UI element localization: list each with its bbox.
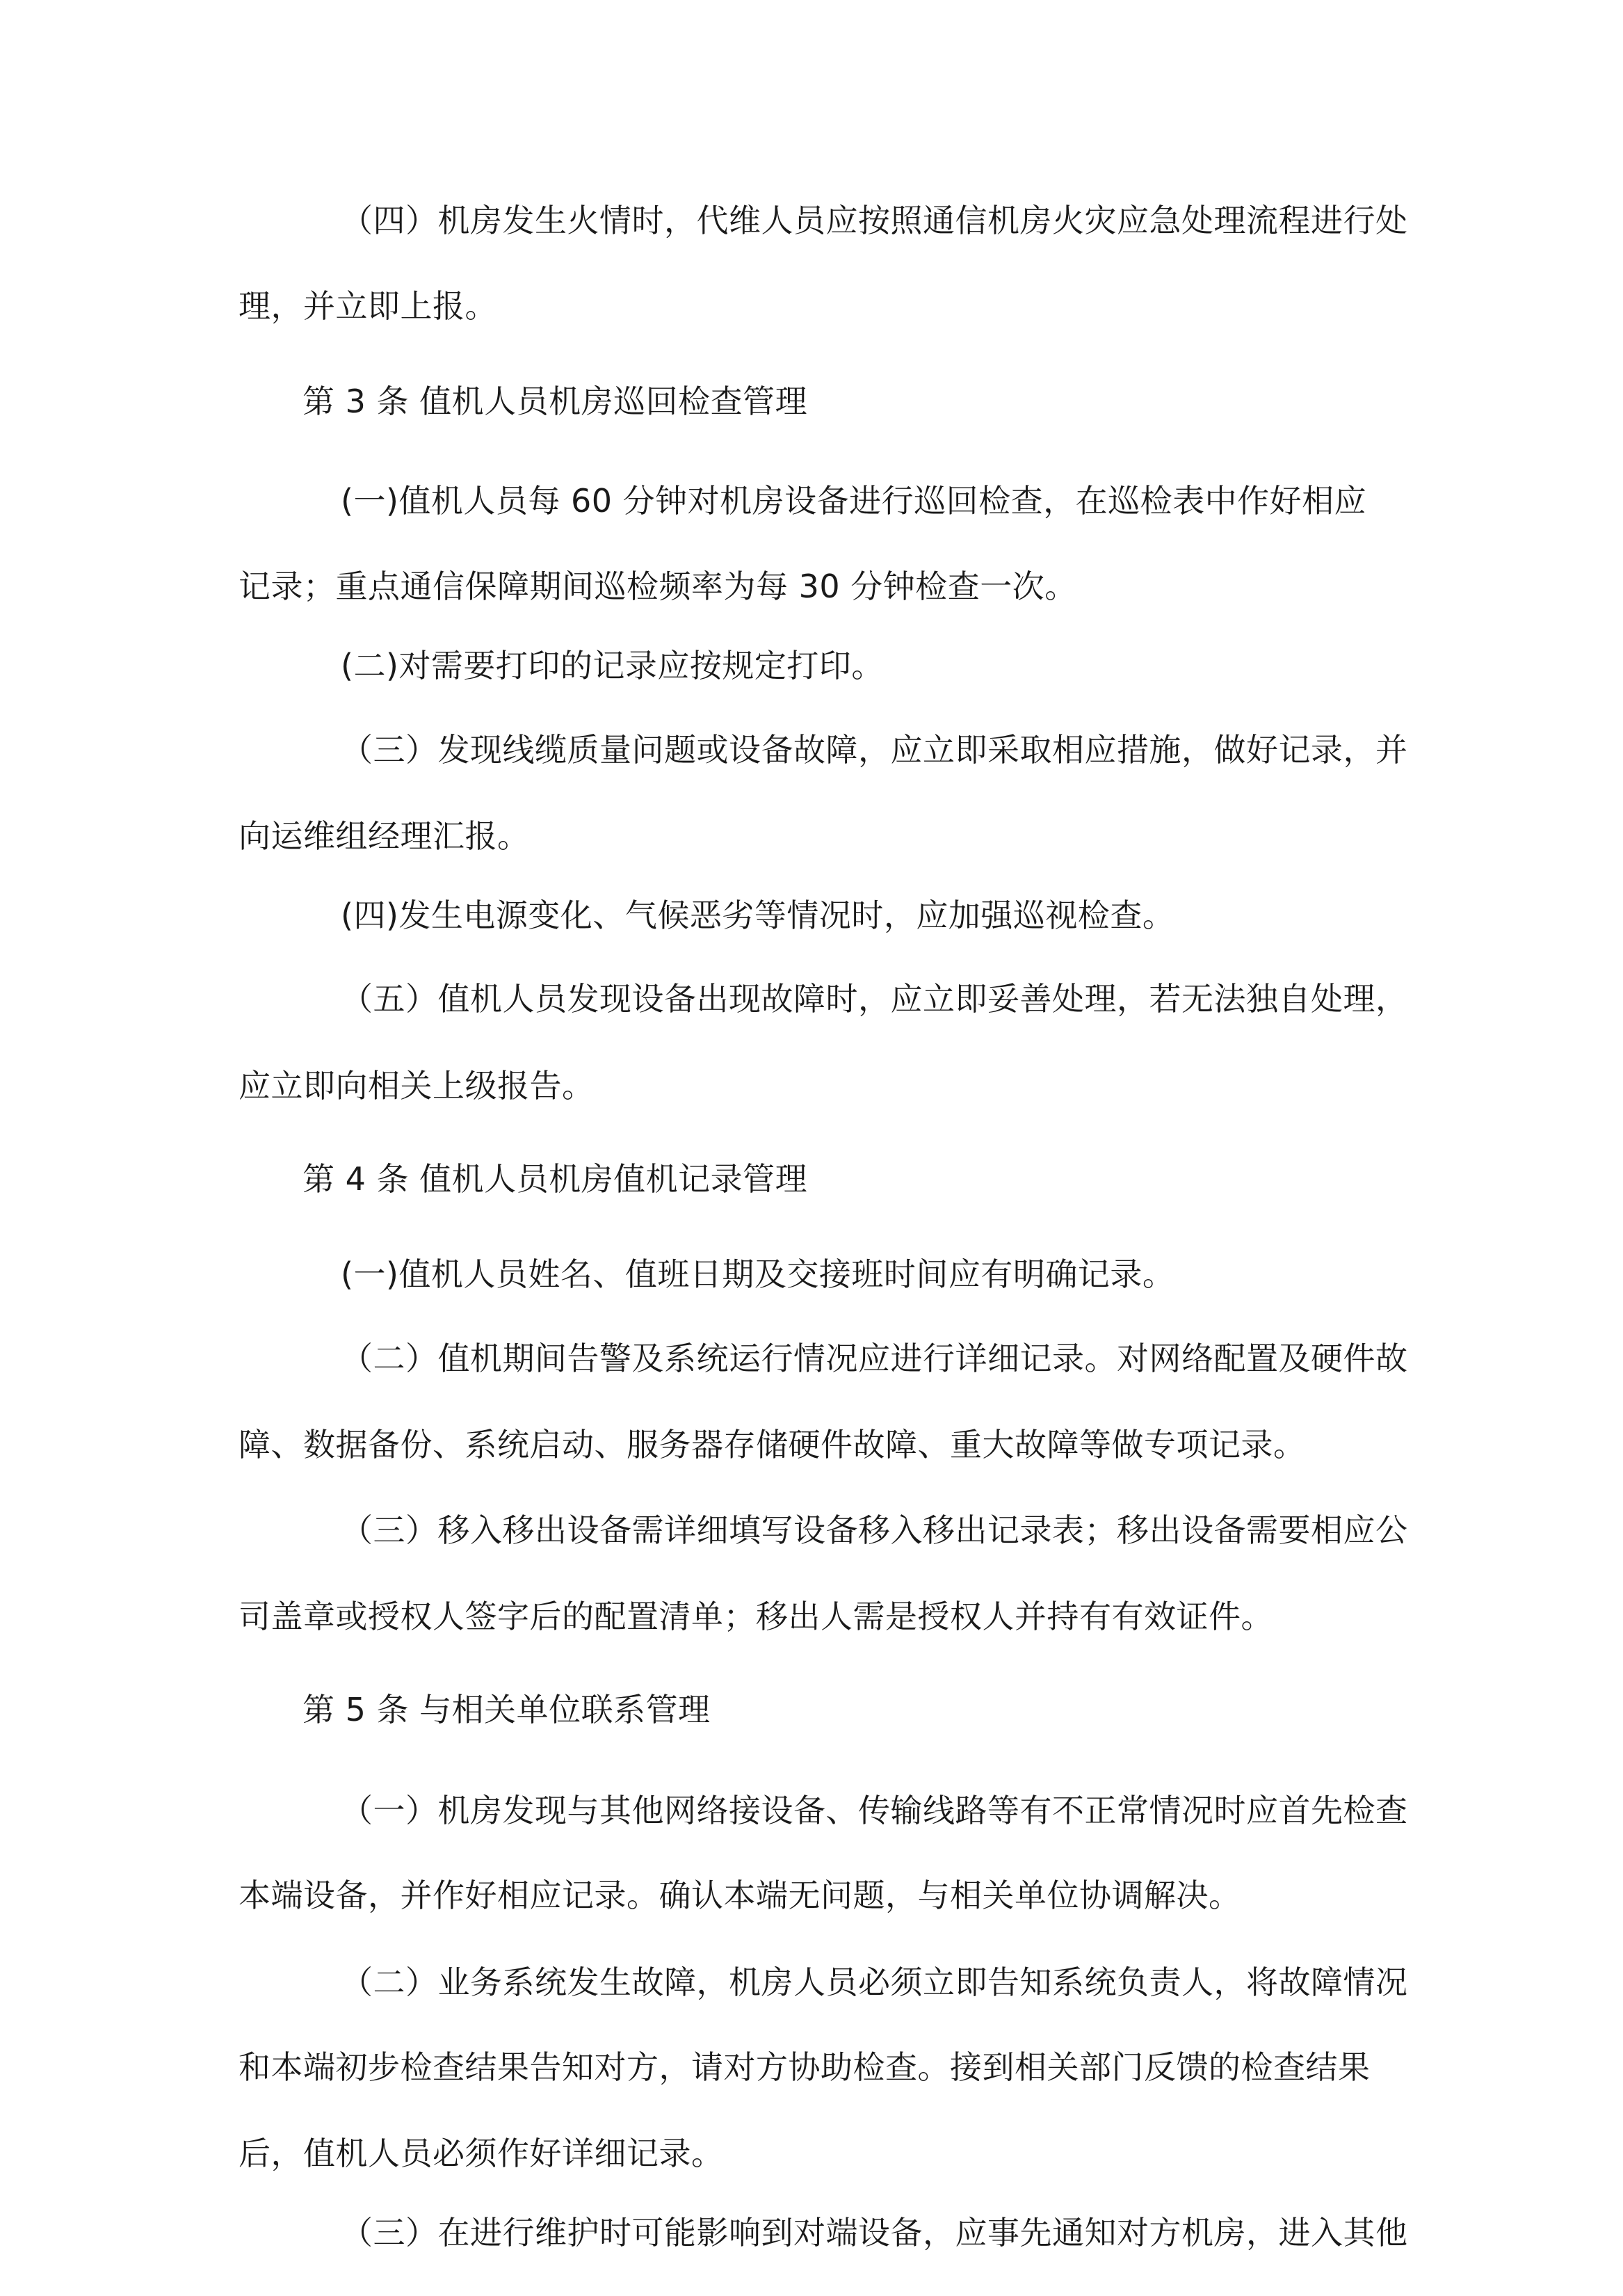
para-line: (一)值机人员每 60 分钟对机房设备进行巡回检查，在巡检表中作好相应 xyxy=(341,482,1367,520)
para-line: 障、数据备份、系统启动、服务器存储硬件故障、重大故障等做专项记录。 xyxy=(239,1426,1306,1463)
para-line: （一）机房发现与其他网络接设备、传输线路等有不正常情况时应首先检查 xyxy=(341,1792,1408,1829)
para-line: 本端设备，并作好相应记录。确认本端无问题，与相关单位协调解决。 xyxy=(239,1877,1241,1914)
para-line: （五）值机人员发现设备出现故障时，应立即妥善处理，若无法独自处理， xyxy=(341,980,1408,1018)
para-line: 应立即向相关上级报告。 xyxy=(239,1067,595,1105)
para-line: (一)值机人员姓名、值班日期及交接班时间应有明确记录。 xyxy=(341,1255,1175,1293)
para-line: （二）业务系统发生故障，机房人员必须立即告知系统负责人，将故障情况 xyxy=(341,1964,1408,2001)
article-heading-3: 第 3 条 值机人员机房巡回检查管理 xyxy=(302,383,808,420)
para-line: 向运维组经理汇报。 xyxy=(239,817,530,855)
para-line: 和本端初步检查结果告知对方，请对方协助检查。接到相关部门反馈的检查结果 xyxy=(239,2048,1371,2086)
para-line: 理，并立即上报。 xyxy=(239,287,497,325)
para-line: （四）机房发生火情时，代维人员应按照通信机房火灾应急处理流程进行处 xyxy=(341,202,1408,239)
para-line: (二)对需要打印的记录应按规定打印。 xyxy=(341,647,884,684)
para-line: 司盖章或授权人签字后的配置清单；移出人需是授权人并持有有效证件。 xyxy=(239,1598,1273,1635)
article-heading-5: 第 5 条 与相关单位联系管理 xyxy=(302,1691,711,1728)
para-line: （二）值机期间告警及系统运行情况应进行详细记录。对网络配置及硬件故 xyxy=(341,1340,1408,1377)
para-line: 记录；重点通信保障期间巡检频率为每 30 分钟检查一次。 xyxy=(239,568,1077,605)
para-line: （三）发现线缆质量问题或设备故障，应立即采取相应措施，做好记录，并 xyxy=(341,731,1408,769)
para-line: （三）移入移出设备需详细填写设备移入移出记录表；移出设备需要相应公 xyxy=(341,1511,1408,1549)
para-line: 后，值机人员必须作好详细记录。 xyxy=(239,2135,724,2172)
para-line: （三）在进行维护时可能影响到对端设备，应事先通知对方机房，进入其他 xyxy=(341,2214,1408,2251)
article-heading-4: 第 4 条 值机人员机房值机记录管理 xyxy=(302,1160,808,1198)
para-line: (四)发生电源变化、气候恶劣等情况时，应加强巡视检查。 xyxy=(341,897,1175,934)
